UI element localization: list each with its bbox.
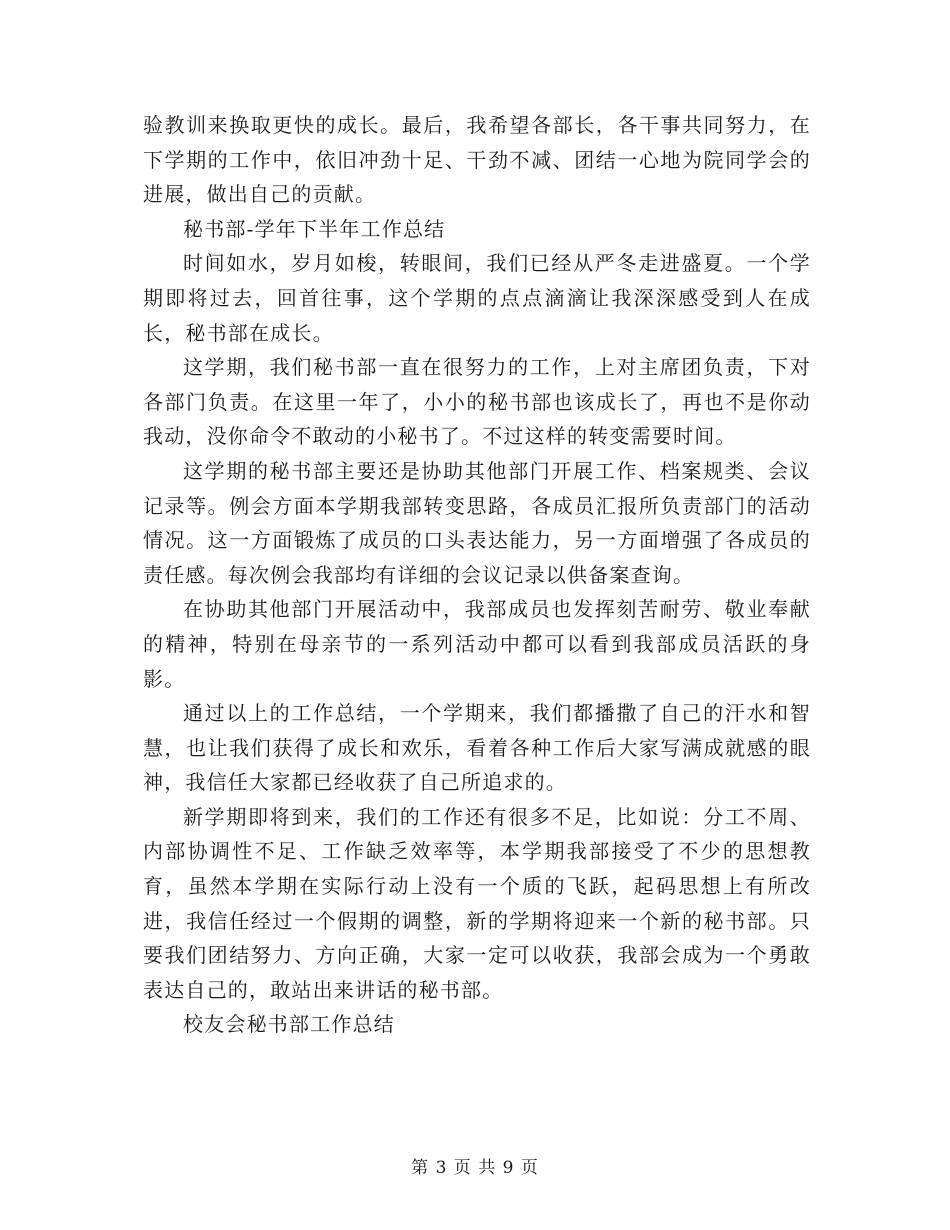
paragraph-3: 时间如水，岁月如梭，转眼间，我们已经从严冬走进盛夏。一个学期即将过去，回首往事，这个学期的点点滴滴让我深深感受到人在成长，秘书部在成长。: [143, 251, 811, 345]
section-heading-alumni-summary: 校友会秘书部工作总结: [183, 1012, 395, 1037]
page-number-footer: 第 3 页 共 9 页: [411, 1158, 539, 1178]
paragraph-8: 新学期即将到来，我们的工作还有很多不足，比如说：分工不周、内部协调性不足、工作缺乏效率等，本学期我部接受了不少的思想教育，虽然本学期在实际行动上没有一个质的飞跃，起码思想上有所改进，我信任经过一个假期的调整，新的学期将迎来一个新的秘书部。只要我们团结努力、方向正确，大家一定可以收获，我部会成为一个勇敢表达自己的，敢站出来讲话的秘书部。: [143, 804, 811, 1002]
paragraph-6: 在协助其他部门开展活动中，我部成员也发挥刻苦耐劳、敬业奉献的精神，特别在母亲节的一系列活动中都可以看到我部成员活跃的身影。: [143, 597, 811, 691]
paragraph-7: 通过以上的工作总结，一个学期来，我们都播撒了自己的汗水和智慧，也让我们获得了成长和欢乐，看着各种工作后大家写满成就感的眼神，我信任大家都已经收获了自己所追求的。: [143, 701, 811, 795]
paragraph-5: 这学期的秘书部主要还是协助其他部门开展工作、档案规类、会议记录等。例会方面本学期我部转变思路，各成员汇报所负责部门的活动情况。这一方面锻炼了成员的口头表达能力，另一方面增强了各成员的责任感。每次例会我部均有详细的会议记录以供备案查询。: [143, 458, 811, 587]
paragraph-1: 验教训来换取更快的成长。最后，我希望各部长，各干事共同努力，在下学期的工作中，依旧冲劲十足、干劲不减、团结一心地为院同学会的进展，做出自己的贡献。: [143, 113, 811, 207]
document-body: [143, 108, 811, 1042]
paragraph-4: 这学期，我们秘书部一直在很努力的工作，上对主席团负责，下对各部门负责。在这里一年了，小小的秘书部也该成长了，再也不是你动我动，没你命令不敢动的小秘书了。不过这样的转变需要时间。: [143, 355, 811, 449]
section-heading-secretary-summary: 秘书部-学年下半年工作总结: [183, 216, 446, 241]
